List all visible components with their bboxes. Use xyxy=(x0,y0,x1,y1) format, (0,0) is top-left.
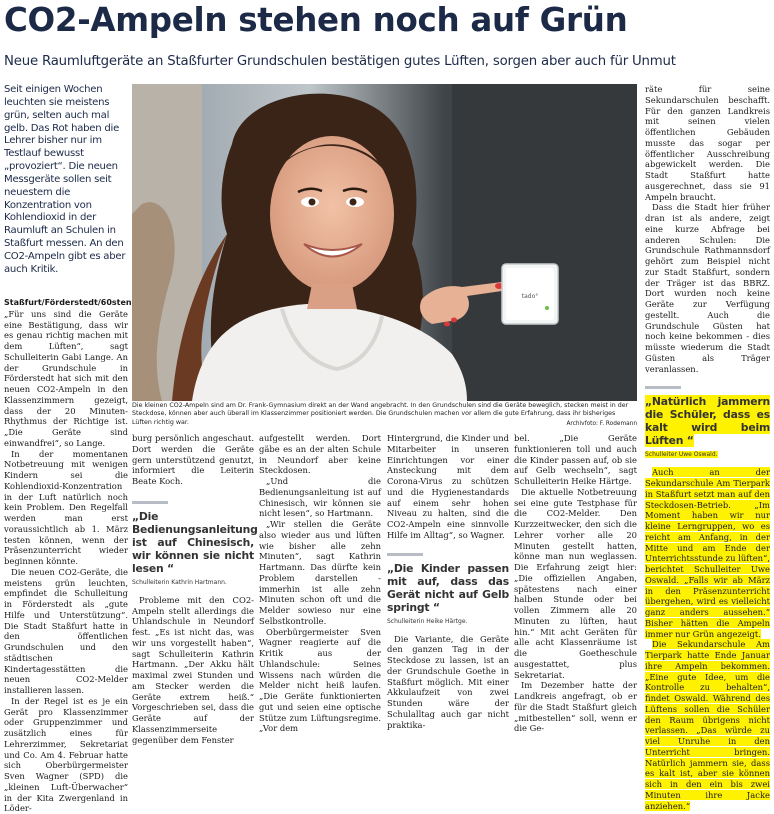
article-column-6 xyxy=(645,84,770,811)
headline: CO2-Ampeln stehen noch auf Grün xyxy=(4,1,628,39)
paragraph: bel. „Die Geräte funktionieren toll und auch die Kinder passen auf, ob sie auf Gelb wechseln“, sagt Schulleiterin Heike Härtge. xyxy=(514,433,637,486)
quote-source: Schulleiter Uwe Oswald. xyxy=(645,451,718,459)
article-column-2 xyxy=(132,433,258,745)
paragraph: aufgestellt werden. Dort gäbe es an der alten Schule in Neundorf aber keine Steckdosen. xyxy=(259,433,381,476)
paragraph: Die neuen CO2-Geräte, die meistens grün leuchten, empfindet die Schulleitung in Förderstedt als „gute Hilfe und Unterstützung“. Die Stadt Staßfurt hatte in den öffentlichen Grundschulen und den städtischen Kindertagesstätten die neuen CO2-Melder installieren lassen. xyxy=(4,566,128,695)
photo-credit: Archivfoto: F. Rodemann xyxy=(566,420,637,427)
pull-quote: „Natürlich jammern die Schüler, dass es kalt wird beim Lüften “ xyxy=(645,395,770,448)
pull-quote: „Die Bedienungsanleitung ist auf Chinesisch, wir können sie nicht lesen “ xyxy=(132,509,258,575)
photo-caption xyxy=(132,402,637,432)
paragraph: Die Sekundarschule Am Tierpark hatte Ende Januar ihre Ampeln bekommen. „Eine gute Idee, um die Kontrolle zu behalten“, findet Oswald. Während des Lüftens sollen die Schüler den Raum übrigens nicht verlassen. „Das würde zu viel Unruhe in den Unterricht bringen. Natürlich jammern sie, dass es kalt ist, aber sie können sich in den ein bis zwei Minuten ihre Jacke anziehen.“ xyxy=(645,639,770,811)
paragraph: Probleme mit den CO2-Ampeln stellt allerdings die Uhlandschule in Neundorf fest. „Es ist nicht das, was wir uns vorgestellt haben“, sagt Schulleiterin Kathrin Hartmann. „Der Akku hält maximal zwei Stunden und am Stecker werden die Geräte extrem heiß.“ Vorgeschrieben sei, dass die Geräte auf der Klassenzimmerseite gegenüber dem Fenster xyxy=(132,594,254,745)
quote-divider xyxy=(387,553,423,556)
quote-divider xyxy=(645,386,681,389)
article-column-1 xyxy=(4,297,132,814)
paragraph: In der momentanen Notbetreuung mit wenigen Kindern sei die Kohlendioxid-Konzentration in der Luft natürlich noch kein Problem. Den Regelfall werden man erst voraussichtlich ab 1. März testen können, wenn der Präsenzunterricht wieder beginnen könnte. xyxy=(4,448,128,566)
pull-quote: „Die Kinder passen mit auf, dass das Gerät nicht auf Gelb springt “ xyxy=(387,561,509,614)
paragraph: burg persönlich angeschaut. Dort werden die Geräte gern unterstützend genutzt, informiert die Leiterin Beate Koch. xyxy=(132,433,254,486)
dateline: Staßfurt/Förderstedt/60sten xyxy=(4,298,132,307)
caption-text: Die kleinen CO2-Ampeln sind am Dr. Frank-Gymnasium direkt an der Wand angebracht. In den Grundschulen sind die Geräte beweglich, stecken meist in der Steckdose, können aber auch überall im Klassenzimmer positioniert werden. Die Grundschulen machen vor allem die gute Erfahrung, dass ihr bisheriges Lüften richtig war. xyxy=(132,402,629,426)
paragraph: „Für uns sind die Geräte eine Bestätigung, dass wir es genau richtig machen mit dem Lüften“, sagt Schulleiterin Gabi Lange. An der Grundschule in Förderstedt hat sich mit den neuen CO2-Ampeln in den Klassenzimmern gezeigt, dass der 20 Minuten-Rhythmus der Richtige ist. „Die Geräte sind einwandfrei“, so Lange. xyxy=(4,308,128,448)
device-label: tado° xyxy=(521,293,539,300)
paragraph: Hintergrund, die Kinder und Mitarbeiter in unseren Einrichtungen vor einer Ansteckung mit dem Corona-Virus zu schützen und die Hygienestandards auf einem sehr hohen Niveau zu halten, sind die CO2-Ampeln eine sinnvolle Hilfe im Alltag“, so Wagner. xyxy=(387,433,509,540)
paragraph: Die aktuelle Notbetreuung sei eine gute Testphase für die CO2-Melder. Den Kurzzeitwecker, den sich die Lehrer vorher alle 20 Minuten gestellt hatten, könne man nun weglassen. Die Erfahrung zeigt hier: „Die offiziellen Angaben, spätestens nach einer halben Stunde oder bei vollen Zimmern alle 20 Minuten zu lüften, haut hin.“ Mit acht Geräten für alle acht Klassenräume ist die Goetheschule ausgestattet, plus Sekretariat. xyxy=(514,486,637,680)
paragraph: Im Dezember hatte der Landkreis angefragt, ob er für die Stadt Staßfurt gleich „mitbestellen“ soll, wenn er die Ge- xyxy=(514,680,637,734)
paragraph: Oberbürgermeister Sven Wagner reagierte auf die Kritik aus der Uhlandschule: Seines Wissens nach würden die Melder nicht heiß laufen. „Die Geräte funktionierten gut und seien eine optische Stütze zum Lüftungsregime. „Vor dem xyxy=(259,626,381,734)
article-column-5 xyxy=(514,433,637,734)
paragraph: „Wir stellen die Geräte also wieder aus und lüften wie bisher alle zehn Minuten“, sagt Kathrin Hartmann. Das dürfte kein Problem darstellen - immerhin ist alle zehn Minuten schon oft und die Melder sowieso nur eine Selbstkontrolle. xyxy=(259,519,381,626)
photo-illustration xyxy=(132,84,637,401)
paragraph: Auch an der Sekundarschule Am Tierpark in Staßfurt setzt man auf den Steckdosen-Betrieb. „Im Moment haben wir nur kleine Lerngruppen, wo es reicht am Anfang, in der Mitte und am Ende der Unterrichtsstunde zu lüften“, berichtet Schulleiter Uwe Oswald. „Falls wir ab März in den Präsenzunterricht übergehen, wird es vielleicht ganz anders aussehen.“ Bisher hätten die Ampeln immer nur Grün angezeigt. xyxy=(645,467,770,639)
paragraph: Die Variante, die Geräte den ganzen Tag in der Steckdose zu lassen, ist an der Grundschule Goethe in Staßfurt möglich. Mit einer Akkulaufzeit von zwei Stunden wäre der Schulalltag auch gar nicht praktika- xyxy=(387,633,509,730)
quote-source: Schulleiterin Heike Härtge. xyxy=(387,617,468,625)
paragraph: räte für seine Sekundarschulen beschafft. Für den ganzen Landkreis mit seinen vielen öffentlichen Gebäuden musste das sogar per öffentlicher Ausschreibung abgewickelt werden. Die Stadt Staßfurt hatte ausgerechnet, dass sie 91 Ampeln braucht. xyxy=(645,84,770,202)
intro-paragraph: Seit einigen Wochen leuchten sie meistens grün, selten auch mal gelb. Das Rot haben die Lehrer bisher nur im Testlauf bewusst „provoziert“. Die neuen Messgeräte sollen seit neuestem die Konzentration von Kohlendioxid in der Raumluft an Schulen in Staßfurt messen. An den CO2-Ampeln gibt es aber auch Kritik. xyxy=(4,84,126,275)
paragraph: Dass die Stadt hier früher dran ist als andere, zeigt eine kurze Abfrage bei anderen Schulen: Die Grundschule Rathmannsdorf gehört zum Beispiel nicht zur Stadt Staßfurt, sondern der Träger ist das BBRZ. Dort wurden noch keine Geräte zur Verfügung gestellt. Auch die Grundschule Güsten hat noch keine bekommen - dies müsste wiederum die Stadt Güsten als Träger veranlassen. xyxy=(645,202,770,374)
article-column-4 xyxy=(387,433,509,730)
quote-divider xyxy=(132,501,168,504)
quote-source: Schulleiterin Kathrin Hartmann. xyxy=(132,578,227,586)
paragraph: „Und die Bedienungsanleitung ist auf Chinesisch, wir können sie nicht lesen“, so Hartmann. xyxy=(259,476,381,519)
article-photo xyxy=(132,84,637,401)
article-column-3 xyxy=(259,433,381,734)
subheadline: Neue Raumluftgeräte an Staßfurter Grundschulen bestätigen gutes Lüften, sorgen aber auch für Unmut xyxy=(4,54,676,69)
paragraph: In der Regel ist es je ein Gerät pro Klassenzimmer oder Gruppenzimmer und zusätzlich eines für Lehrerzimmer, Sekretariat und Co. Am 4. Februar hatte sich Oberbürgermeister Sven Wagner (SPD) die „kleinen Luft-Überwacher“ in der Kita Zwergenland in Löder- xyxy=(4,695,128,814)
